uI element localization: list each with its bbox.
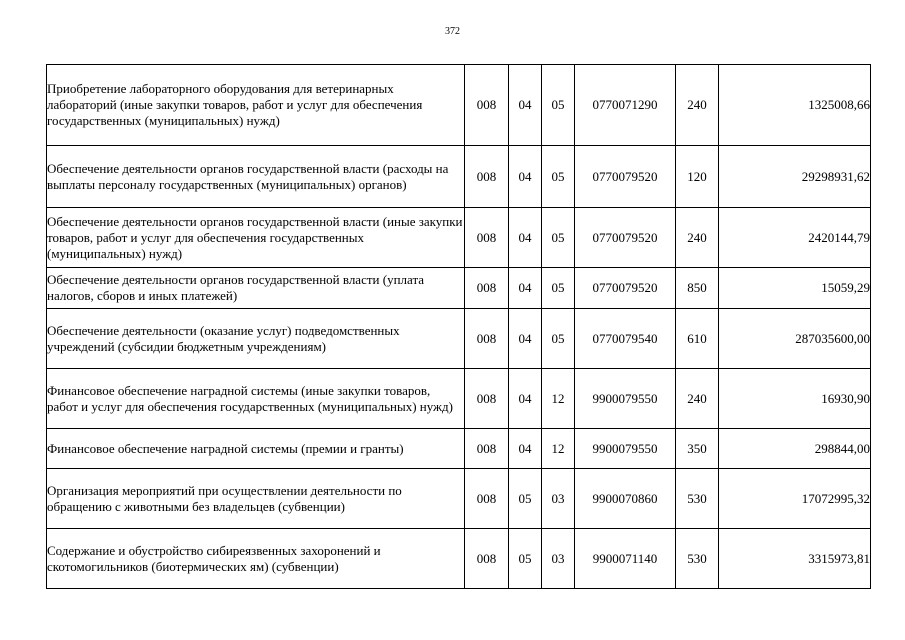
expense-name: Обеспечение деятельности (оказание услуг) подведомственных учреждений (субсидии бюджетным учреждениям) [47, 309, 465, 369]
expense-name: Финансовое обеспечение наградной системы (иные закупки товаров, работ и услуг для обеспечения государственных (муниципальных) нужд) [47, 369, 465, 429]
expense-type-code: 240 [676, 369, 719, 429]
expense-name: Содержание и обустройство сибиреязвенных захоронений и скотомогильников (биотермических ям) (субвенции) [47, 529, 465, 589]
table-row [47, 268, 871, 309]
department-code: 008 [465, 146, 509, 208]
expense-type-code: 240 [676, 65, 719, 146]
expense-type-code: 850 [676, 268, 719, 309]
expense-name: Обеспечение деятельности органов государственной власти (уплата налогов, сборов и иных платежей) [47, 268, 465, 309]
amount: 1325008,66 [719, 65, 871, 146]
expense-name: Обеспечение деятельности органов государственной власти (иные закупки товаров, работ и услуг для обеспечения государственных (муниципальных) нужд) [47, 208, 465, 268]
subsection-code: 12 [542, 429, 575, 469]
page-number: 372 [445, 26, 460, 37]
section-code: 04 [509, 208, 542, 268]
target-article-code: 0770079520 [575, 146, 676, 208]
department-code: 008 [465, 268, 509, 309]
table-row [47, 369, 871, 429]
section-code: 04 [509, 369, 542, 429]
amount: 287035600,00 [719, 309, 871, 369]
subsection-code: 03 [542, 529, 575, 589]
expense-type-code: 350 [676, 429, 719, 469]
table-row [47, 529, 871, 589]
section-code: 05 [509, 529, 542, 589]
table-row [47, 65, 871, 146]
expense-name: Организация мероприятий при осуществлении деятельности по обращению с животными без владельцев (субвенции) [47, 469, 465, 529]
target-article-code: 0770079540 [575, 309, 676, 369]
department-code: 008 [465, 429, 509, 469]
subsection-code: 05 [542, 146, 575, 208]
target-article-code: 0770071290 [575, 65, 676, 146]
amount: 2420144,79 [719, 208, 871, 268]
target-article-code: 0770079520 [575, 268, 676, 309]
section-code: 04 [509, 429, 542, 469]
department-code: 008 [465, 309, 509, 369]
amount: 29298931,62 [719, 146, 871, 208]
target-article-code: 9900071140 [575, 529, 676, 589]
expense-name: Финансовое обеспечение наградной системы (премии и гранты) [47, 429, 465, 469]
subsection-code: 12 [542, 369, 575, 429]
target-article-code: 9900079550 [575, 369, 676, 429]
table-row [47, 146, 871, 208]
table-row [47, 309, 871, 369]
section-code: 04 [509, 65, 542, 146]
expense-type-code: 530 [676, 529, 719, 589]
expense-type-code: 530 [676, 469, 719, 529]
department-code: 008 [465, 65, 509, 146]
department-code: 008 [465, 529, 509, 589]
expense-name: Обеспечение деятельности органов государственной власти (расходы на выплаты персоналу государственных (муниципальных) органов) [47, 146, 465, 208]
expense-type-code: 240 [676, 208, 719, 268]
subsection-code: 05 [542, 268, 575, 309]
target-article-code: 0770079520 [575, 208, 676, 268]
budget-table [46, 64, 871, 589]
amount: 17072995,32 [719, 469, 871, 529]
table-row [47, 429, 871, 469]
expense-type-code: 120 [676, 146, 719, 208]
amount: 298844,00 [719, 429, 871, 469]
amount: 3315973,81 [719, 529, 871, 589]
table-row [47, 469, 871, 529]
target-article-code: 9900079550 [575, 429, 676, 469]
section-code: 05 [509, 469, 542, 529]
department-code: 008 [465, 208, 509, 268]
expense-name: Приобретение лабораторного оборудования для ветеринарных лабораторий (иные закупки товаров, работ и услуг для обеспечения государственных (муниципальных) нужд) [47, 65, 465, 146]
subsection-code: 05 [542, 309, 575, 369]
department-code: 008 [465, 369, 509, 429]
section-code: 04 [509, 268, 542, 309]
target-article-code: 9900070860 [575, 469, 676, 529]
section-code: 04 [509, 146, 542, 208]
table-row [47, 208, 871, 268]
subsection-code: 03 [542, 469, 575, 529]
subsection-code: 05 [542, 208, 575, 268]
expense-type-code: 610 [676, 309, 719, 369]
amount: 16930,90 [719, 369, 871, 429]
department-code: 008 [465, 469, 509, 529]
section-code: 04 [509, 309, 542, 369]
subsection-code: 05 [542, 65, 575, 146]
amount: 15059,29 [719, 268, 871, 309]
